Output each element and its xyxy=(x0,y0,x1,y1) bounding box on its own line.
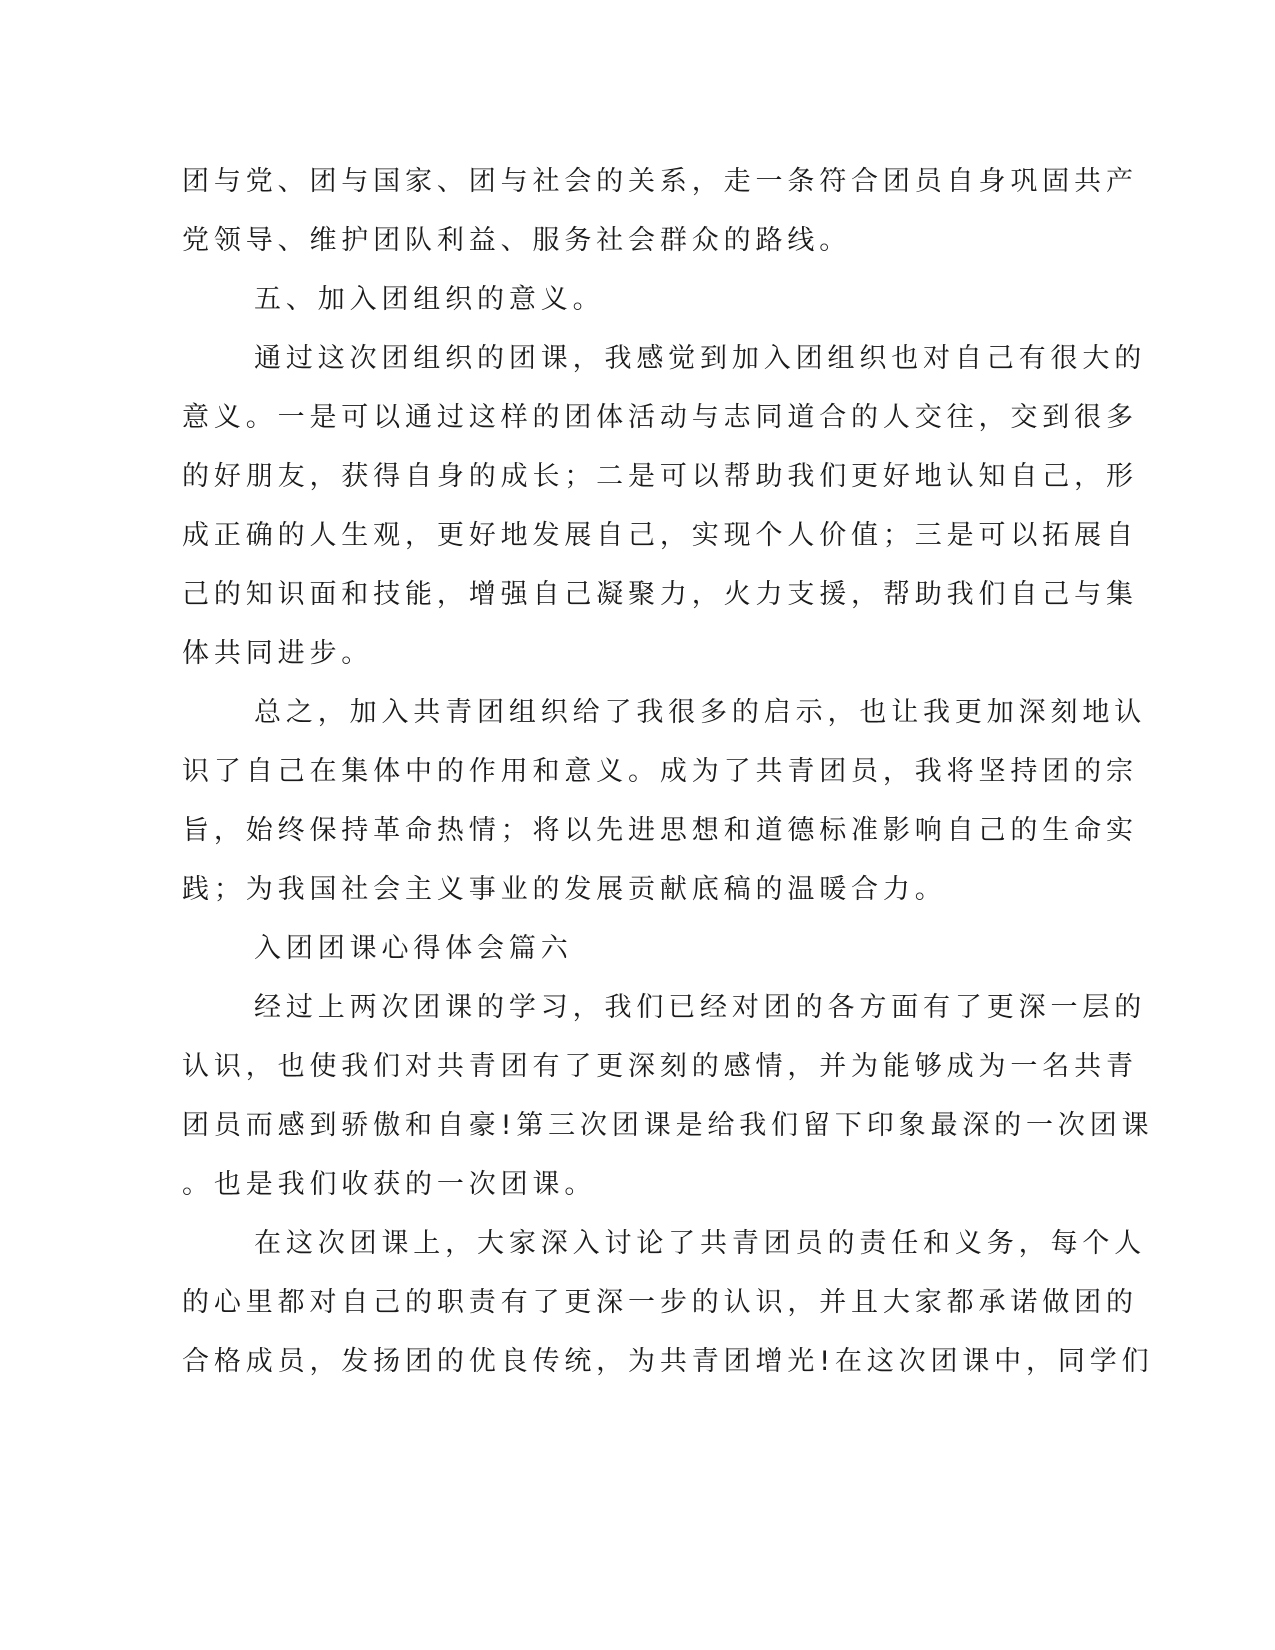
text-line: 体共同进步。 xyxy=(182,638,374,669)
text-line: 践；为我国社会主义事业的发展贡献底稿的温暖合力。 xyxy=(182,874,947,905)
text-line: 团员而感到骄傲和自豪!第三次团课是给我们留下印象最深的一次团课 xyxy=(182,1110,1154,1141)
text-line: 的好朋友，获得自身的成长；二是可以帮助我们更好地认知自己，形 xyxy=(182,461,1138,492)
text-line: 团与党、团与国家、团与社会的关系，走一条符合团员自身巩固共产 xyxy=(182,166,1138,197)
text-line: 通过这次团组织的团课，我感觉到加入团组织也对自己有很大的 xyxy=(254,343,1147,374)
text-line: 在这次团课上，大家深入讨论了共青团员的责任和义务，每个人 xyxy=(254,1228,1147,1259)
text-line: 党领导、维护团队利益、服务社会群众的路线。 xyxy=(182,225,852,256)
text-line: 合格成员，发扬团的优良传统，为共青团增光!在这次团课中，同学们 xyxy=(182,1346,1154,1377)
text-line: 意义。一是可以通过这样的团体活动与志同道合的人交往，交到很多 xyxy=(182,402,1138,433)
article-title: 入团团课心得体会篇六 xyxy=(254,933,573,964)
text-line: 。也是我们收获的一次团课。 xyxy=(182,1169,597,1200)
text-line: 成正确的人生观，更好地发展自己，实现个人价值；三是可以拓展自 xyxy=(182,520,1138,551)
text-line: 认识，也使我们对共青团有了更深刻的感情，并为能够成为一名共青 xyxy=(182,1051,1138,1082)
text-line: 经过上两次团课的学习，我们已经对团的各方面有了更深一层的 xyxy=(254,992,1147,1023)
text-line: 的心里都对自己的职责有了更深一步的认识，并且大家都承诺做团的 xyxy=(182,1287,1138,1318)
document-body xyxy=(182,152,1154,1391)
section-heading: 五、加入团组织的意义。 xyxy=(254,284,605,315)
text-line: 己的知识面和技能，增强自己凝聚力，火力支援，帮助我们自己与集 xyxy=(182,579,1138,610)
text-line: 总之，加入共青团组织给了我很多的启示，也让我更加深刻地认 xyxy=(254,697,1147,728)
text-line: 旨，始终保持革命热情；将以先进思想和道德标准影响自己的生命实 xyxy=(182,815,1138,846)
text-line: 识了自己在集体中的作用和意义。成为了共青团员，我将坚持团的宗 xyxy=(182,756,1138,787)
